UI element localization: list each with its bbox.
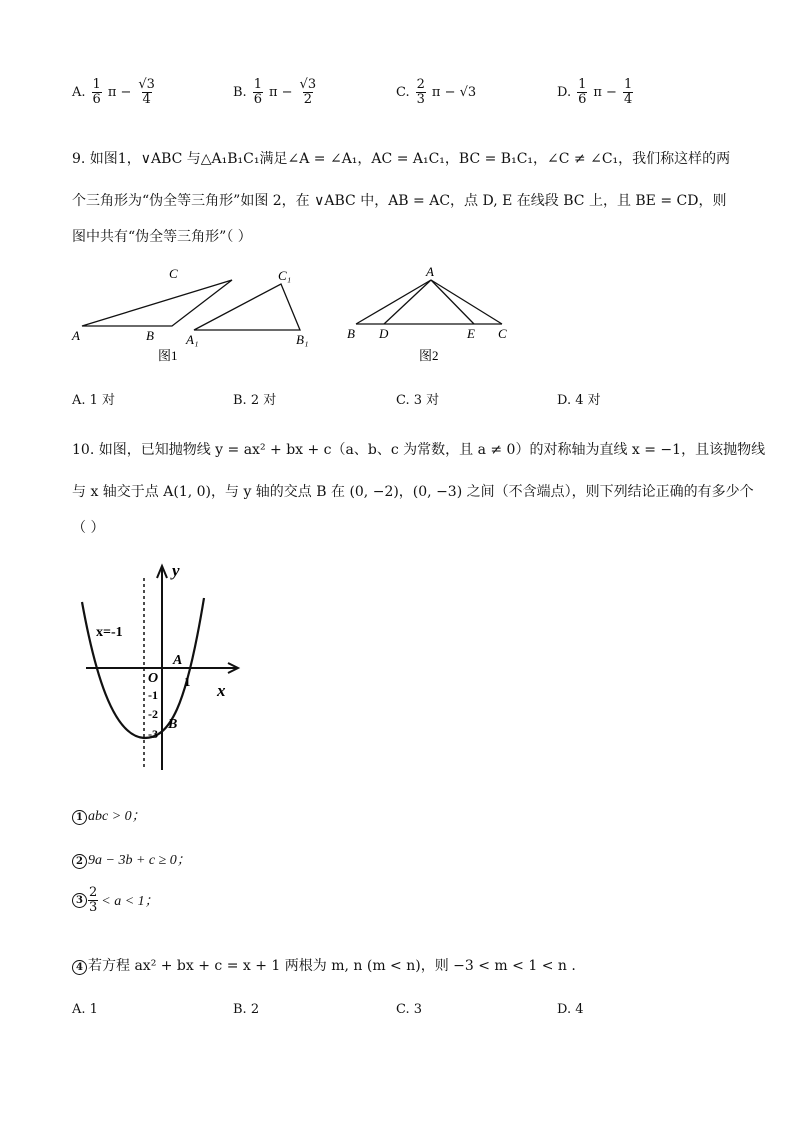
fraction: $\frac{2}{3}$ (89, 885, 98, 915)
label-minus-1: -1 (148, 688, 158, 702)
circled-number: 4 (72, 960, 87, 975)
label-a: A (426, 264, 434, 279)
figure-2 (356, 280, 502, 324)
fraction: $\frac{√3}{4}$ (138, 77, 155, 107)
triangle-abc (82, 280, 232, 326)
label-axis-eq: x=-1 (96, 625, 123, 640)
label-minus-2: -2 (148, 707, 158, 721)
circled-number: 2 (72, 854, 87, 869)
fraction: $\frac{1}{4}$ (623, 77, 633, 107)
q10-line-3: （ ） (72, 520, 105, 536)
label-b: B (146, 328, 154, 343)
q8-option-d: D. $\frac{1}{6}$ π − $\frac{1}{4}$ (557, 77, 633, 107)
label-a: A (173, 653, 183, 668)
statement-4: 4 若方程 ax² + bx + c = x + 1 两根为 m, n (m < n)，则 −3 < m < 1 < n . (72, 955, 576, 975)
label-b1: B₁ (296, 332, 309, 347)
q10-parabola-graph (70, 558, 250, 778)
option-letter: A. (72, 84, 86, 100)
label-e: E (467, 326, 475, 341)
triangle-a1b1c1 (194, 284, 300, 330)
q9-line-2: 个三角形为“伪全等三角形”如图 2，在 ∨ABC 中，AB = AC，点 D, E 在线段 BC 上，且 BE = CD，则 (72, 193, 727, 209)
label-b: B (168, 717, 178, 732)
label-c1: C₁ (278, 268, 292, 283)
caption-fig1: 图1 (158, 348, 178, 363)
fraction: $\frac{1}{6}$ (253, 77, 262, 107)
q10-option-d: D. 4 (557, 1002, 584, 1017)
caption-fig2: 图2 (419, 348, 439, 363)
fraction: $\frac{2}{3}$ (416, 77, 425, 107)
q10-line-2: 与 x 轴交于点 A(1, 0)，与 y 轴的交点 B 在 (0, −2)，(0, −3) 之间（不含端点），则下列结论正确的有多少个 (72, 484, 754, 500)
label-minus-3: -3 (148, 727, 158, 741)
q8-option-a: A. $\frac{1}{6}$ π − $\frac{√3}{4}$ (72, 77, 155, 107)
circled-number: 3 (72, 893, 87, 908)
q10-option-b: B. 2 (233, 1002, 260, 1017)
label-one: 1 (184, 674, 191, 689)
q9-option-c: C. 3 对 (396, 393, 440, 408)
fraction: $\frac{√3}{2}$ (299, 77, 317, 107)
fraction: $\frac{1}{6}$ (578, 77, 587, 107)
label-d: D (379, 326, 389, 341)
q10-line-1: 10. 如图，已知抛物线 y = ax² + bx + c（a、b、c 为常数，且 a ≠ 0）的对称轴为直线 x = −1，且该抛物线 (72, 442, 766, 458)
statement-2: 2 9a − 3b + c ≥ 0； (72, 849, 191, 869)
label-a: A (72, 328, 80, 343)
label-x: x (217, 681, 226, 700)
q9-line-1: 9. 如图1，∨ABC 与△A₁B₁C₁满足∠A = ∠A₁，AC = A₁C₁，BC = B₁C₁，∠C ≠ ∠C₁，我们称这样的两 (72, 151, 731, 167)
statement-1: 1 abc > 0； (72, 805, 146, 825)
q10-option-a: A. 1 (72, 1002, 98, 1017)
label-a1: A₁ (186, 332, 199, 347)
fraction: $\frac{1}{6}$ (92, 77, 101, 107)
label-origin: O (148, 671, 159, 686)
q9-figures (68, 262, 528, 372)
q9-option-d: D. 4 对 (557, 393, 601, 408)
q8-option-c: C. $\frac{2}{3}$ π − √3 (396, 77, 477, 107)
label-b: B (347, 326, 355, 341)
circled-number: 1 (72, 810, 87, 825)
q9-line-3: 图中共有“伪全等三角形”（ ） (72, 229, 252, 245)
statement-3: 3 $\frac{2}{3}$ < a < 1； (72, 886, 159, 914)
label-c: C (498, 326, 507, 341)
label-y: y (172, 561, 180, 580)
label-c: C (169, 266, 178, 281)
q8-option-b: B. $\frac{1}{6}$ π − $\frac{√3}{2}$ (233, 77, 317, 107)
q9-option-b: B. 2 对 (233, 393, 277, 408)
q9-option-a: A. 1 对 (72, 393, 116, 408)
q10-option-c: C. 3 (396, 1002, 423, 1017)
